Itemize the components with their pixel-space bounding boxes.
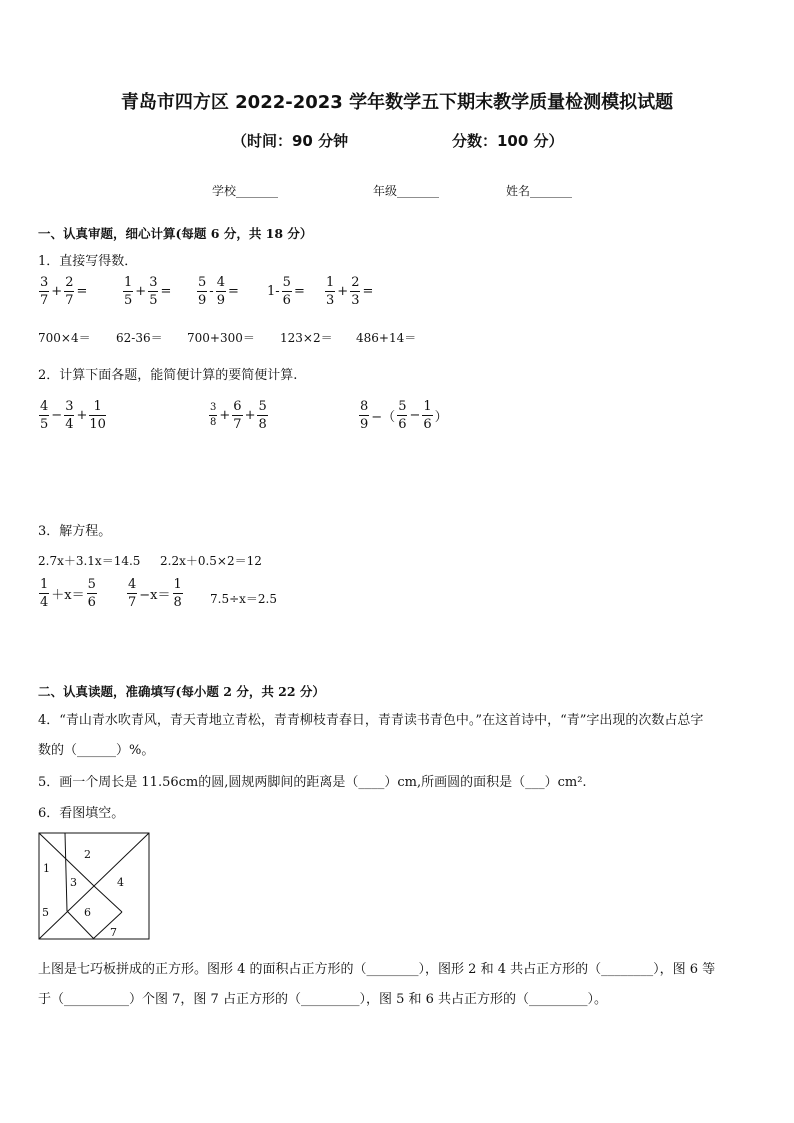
q6-line2: 于（__________）个图 7，图 7 占正方形的（_________），图 5 和 6 共占正方形的（_________）。 [38,992,608,1007]
fraction: $\frac{1}{10}$ [89,399,106,432]
q6-line1: 上图是七巧板拼成的正方形。图形 4 的面积占正方形的（________），图形 2 和 4 共占正方形的（________），图 6 等 [38,962,716,977]
q1-item-2: $\frac{1}{5}$ + $\frac{3}{5}$ = [124,275,172,308]
fraction: $\frac{6}{7}$ [233,399,242,432]
fraction: $\frac{5}{6}$ [282,275,291,308]
equation: $\frac{1}{4}$ ＋x＝ $\frac{5}{6}$ [40,577,96,610]
fraction: $\frac{5}{6}$ [87,577,96,610]
tangram-label-3: 3 [70,876,77,889]
tangram-label-6: 6 [84,906,91,919]
time-label: （时间：90 分钟 [232,132,349,150]
q4-line1: 4．“青山青水吹青风，青天青地立青松，青青柳枝青春日，青青读书青色中。”在这首诗中，“青”字出现的次数占总字 [38,713,704,728]
q2-expr-2: $\frac{3}{8}$ + $\frac{6}{7}$ + $\frac{5}{8}$ [210,399,267,432]
equation: 2.7x＋3.1x＝14.5 [38,554,141,568]
q1-row2-item: 123×2＝ [280,331,333,345]
q3-stem: 3．解方程。 [38,524,112,539]
section1-heading: 一、认真审题，细心计算(每题 6 分，共 18 分） [38,226,313,241]
q1-row2-item: 700+300＝ [187,331,255,345]
q2-expr-3: $\frac{8}{9}$ −（ $\frac{5}{6}$ − $\frac{1}{6}$ ） [360,399,448,432]
q5-text: 5．画一个周长是 11.56cm的圆,圆规两脚间的距离是（____）cm,所画圆的面积是（___）cm². [38,775,587,790]
q1-item-5: $\frac{1}{3}$ + $\frac{2}{3}$ = [326,275,374,308]
q4-line2: 数的（______）%。 [38,743,155,758]
name-field: 姓名_______ [506,184,573,198]
page-title: 青岛市四方区 2022-2023 学年数学五下期末教学质量检测模拟试题 [120,92,674,113]
q1-item-3: $\frac{5}{9}$ - $\frac{4}{9}$ = [198,275,239,308]
tangram-label-5: 5 [42,906,49,919]
fraction: $\frac{3}{8}$ [210,402,217,428]
fraction: $\frac{4}{5}$ [40,399,49,432]
fraction: $\frac{5}{6}$ [398,399,407,432]
fraction: $\frac{8}{9}$ [360,399,369,432]
fraction: $\frac{1}{5}$ [124,275,133,308]
q2-stem: 2．计算下面各题，能简便计算的要简便计算. [38,368,298,383]
fraction: $\frac{1}{3}$ [326,275,335,308]
q1-stem: 1．直接写得数． [38,254,138,269]
fraction: $\frac{5}{8}$ [258,399,267,432]
fraction: $\frac{1}{4}$ [40,577,49,610]
fraction: $\frac{1}{6}$ [423,399,432,432]
grade-field: 年级_______ [373,184,440,198]
equation: 2.2x＋0.5×2＝12 [160,554,262,568]
q1-row2-item: 62-36＝ [116,331,163,345]
equation: 7.5÷x＝2.5 [210,592,277,606]
tangram-label-2: 2 [84,848,91,861]
q1-row2-item: 486+14＝ [356,331,417,345]
q2-expr-1: $\frac{4}{5}$ − $\frac{3}{4}$ + $\frac{1}{10}$ [40,399,106,432]
fraction: $\frac{1}{8}$ [173,577,182,610]
equation: $\frac{4}{7}$ −x＝ $\frac{1}{8}$ [128,577,182,610]
tangram-label-4: 4 [117,876,124,889]
fraction: $\frac{3}{5}$ [149,275,158,308]
fraction: $\frac{5}{9}$ [198,275,207,308]
section2-heading: 二、认真读题，准确填写(每小题 2 分，共 22 分） [38,684,325,699]
fraction: $\frac{4}{9}$ [216,275,225,308]
q6-stem: 6．看图填空。 [38,806,125,821]
school-field: 学校_______ [212,184,279,198]
score-label: 分数：100 分） [452,132,564,150]
tangram-label-7: 7 [110,926,117,939]
q1-row2-item: 700×4＝ [38,331,91,345]
fraction: $\frac{3}{7}$ [40,275,49,308]
q1-item-1: $\frac{3}{7}$ + $\frac{2}{7}$ = [40,275,88,308]
fraction: $\frac{2}{3}$ [351,275,360,308]
fraction: $\frac{3}{4}$ [65,399,74,432]
fraction: $\frac{4}{7}$ [128,577,137,610]
tangram-label-1: 1 [43,862,50,875]
tangram-figure [38,832,150,940]
q1-item-4: 1- $\frac{5}{6}$ = [267,275,305,308]
fraction: $\frac{2}{7}$ [65,275,74,308]
